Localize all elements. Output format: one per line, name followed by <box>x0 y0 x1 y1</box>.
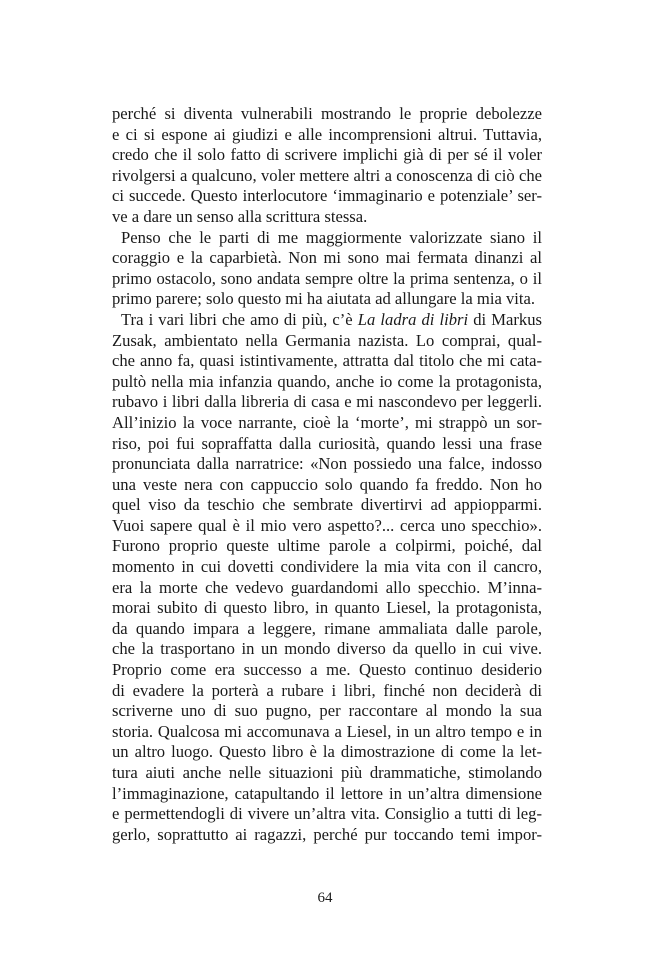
text-line: scriverne uno di suo pugno, per raccontare al mondo la sua <box>112 701 542 721</box>
text-line: Furono proprio queste ultime parole a colpirmi, poiché, dal <box>112 536 542 556</box>
text-line: Zusak, ambientato nella Germania nazista. Lo comprai, qual- <box>112 330 542 350</box>
text-line: ci succede. Questo interlocutore ‘immaginario e potenziale’ ser- <box>112 186 542 206</box>
text-line: era la morte che vedevo guardandomi allo specchio. M’inna- <box>112 577 542 597</box>
text-line: coraggio e la caparbietà. Non mi sono mai fermata dinanzi al <box>112 248 542 268</box>
text-line: primo parere; solo questo mi ha aiutata ad allungare la mia vita. <box>112 289 535 309</box>
text-line: Vuoi sapere qual è il mio vero aspetto?... cerca uno specchio». <box>112 515 542 535</box>
text-line: l’immaginazione, catapultando il lettore in un’altra dimensione <box>112 783 542 803</box>
text-line: una veste nera con cappuccio solo quando fa freddo. Non ho <box>112 474 542 494</box>
text-line: Proprio come era successo a me. Questo continuo desiderio <box>112 660 542 680</box>
text-line: pronunciata dalla narratrice: «Non possiedo una falce, indosso <box>112 454 542 474</box>
text-line: perché si diventa vulnerabili mostrando le proprie debolezze <box>112 104 542 123</box>
text-line: momento in cui dovetti condividere la mia vita con il cancro, <box>112 557 542 577</box>
text-line: Penso che le parti di me maggiormente valorizzate siano il <box>121 227 542 247</box>
text-line: primo ostacolo, sono andata sempre oltre la prima sentenza, o il <box>112 268 542 288</box>
text-line: rivolgersi a qualcuno, voler mettere altri a conoscenza di ciò che <box>112 165 542 185</box>
text-line: che anno fa, quasi istintivamente, attratta dal titolo che mi cata- <box>112 351 542 371</box>
text-line: di evadere la porterà a rubare i libri, finché non deciderà di <box>112 680 542 700</box>
page-number: 64 <box>317 890 333 906</box>
text-line: ve a dare un senso alla scrittura stessa. <box>112 206 368 226</box>
text-line <box>112 310 542 331</box>
text-line: gerlo, soprattutto ai ragazzi, perché pur toccando temi impor- <box>112 824 542 844</box>
text-line: quel viso da teschio che sembrate divertirvi ad appiopparmi. <box>112 495 542 515</box>
text-line: riso, poi fui sopraffatta dalla curiosità, quando lessi una frase <box>112 433 542 453</box>
text-line: storia. Qualcosa mi accomunava a Liesel, in un altro tempo e in <box>112 721 542 741</box>
text-line: e ci si espone ai giudizi e alle incomprensioni altrui. Tuttavia, <box>112 124 542 144</box>
text-line: e permettendogli di vivere un’altra vita. Consiglio a tutti di leg- <box>112 804 542 824</box>
text-line: morai subito di questo libro, in quanto Liesel, la protagonista, <box>112 598 542 618</box>
text-line: tura aiuti anche nelle situazioni più drammatiche, stimolando <box>112 763 542 782</box>
text-segment: Tra i vari libri che amo di più, c’è <box>121 309 358 329</box>
book-title: La ladra di libri <box>357 309 469 329</box>
text-segment: di Markus <box>468 309 542 329</box>
text-line: pultò nella mia infanzia quando, anche io come la protagonista, <box>112 371 542 391</box>
text-line: All’inizio la voce narrante, cioè la ‘morte’, mi strappò un sor- <box>112 412 542 432</box>
text-line: da quando impara a leggere, rimane ammaliata dalle parole, <box>112 618 542 638</box>
body-text <box>112 104 542 845</box>
text-line: un altro luogo. Questo libro è la dimostrazione di come la let- <box>112 742 542 762</box>
text-line: che la trasportano in un mondo diverso da quello in cui vive. <box>112 639 542 659</box>
text-line: credo che il solo fatto di scrivere implichi già di per sé il voler <box>112 145 542 165</box>
text-line: rubavo i libri dalla libreria di casa e mi nascondevo per leggerli. <box>112 392 542 412</box>
